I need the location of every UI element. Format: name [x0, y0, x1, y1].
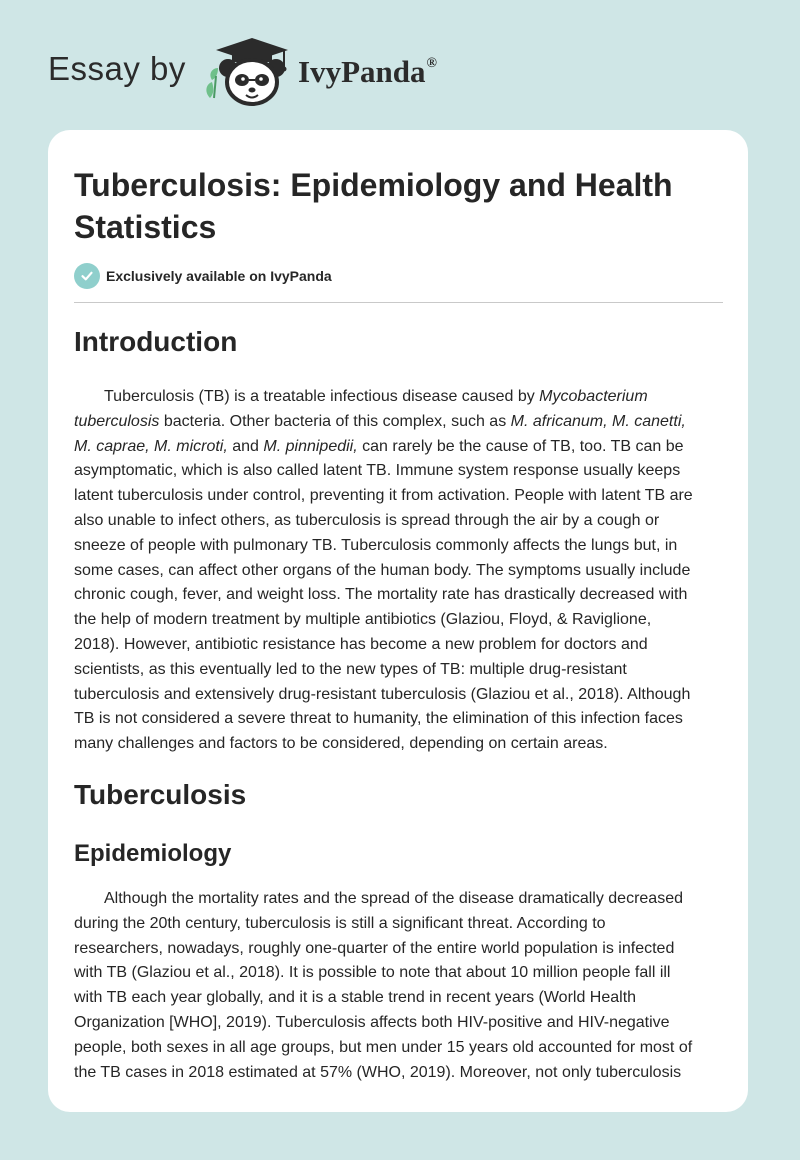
brand-name: IvyPanda® — [298, 54, 437, 89]
text-run: latent tuberculosis under control, preventing it from activation. People with latent TB are — [74, 487, 693, 505]
paragraph-line — [74, 707, 724, 732]
text-run: the TB cases in 2018 estimated at 57% (WHO, 2019). Moreover, not only tuberculosis — [74, 1063, 682, 1081]
paragraph-line — [74, 633, 724, 658]
panda-graduation-cap-logo-icon — [200, 36, 296, 108]
paragraph-line — [74, 559, 724, 584]
text-run: the help of modern treatment by multiple antibiotics (Glaziou, Floyd, & Raviglione, — [74, 611, 652, 629]
essay-title: Tuberculosis: Epidemiology and Health Statistics — [74, 167, 673, 245]
text-run: many challenges and factors to be considered, depending on certain areas. — [74, 735, 608, 753]
paragraph-line — [74, 986, 724, 1011]
epidemiology-paragraph — [74, 887, 724, 1085]
italic-text: Mycobacterium — [539, 388, 648, 405]
essay-by-label: Essay by — [48, 50, 186, 87]
text-run: TB is not considered a severe threat to humanity, the elimination of this infection faces — [74, 710, 683, 728]
text-run: researchers, nowadays, roughly one-quarter of the entire world population is infected — [74, 939, 675, 957]
site-header — [0, 0, 800, 130]
text-run: during the 20th century, tuberculosis is still a significant threat. According to — [74, 914, 606, 932]
paragraph-line — [74, 961, 724, 986]
text-run: 2018). However, antibiotic resistance has become a new problem for doctors and — [74, 635, 648, 653]
paragraph-line — [74, 732, 724, 757]
paragraph-line — [74, 1061, 724, 1086]
paragraph-line — [74, 410, 724, 435]
text-run: can rarely be the cause of TB, too. TB can be — [357, 437, 684, 455]
text-run: chronic cough, fever, and weight loss. The mortality rate has drastically decreased with — [74, 586, 688, 604]
exclusive-badge-label: Exclusively available on IvyPanda — [106, 268, 332, 284]
text-run: Organization [WHO], 2019). Tuberculosis affects both HIV-positive and HIV-negative — [74, 1013, 670, 1031]
text-run: some cases, can affect other organs of the human body. The symptoms usually include — [74, 561, 691, 579]
text-run: Tuberculosis (TB) is a treatable infectious disease caused by — [104, 388, 540, 405]
text-run: asymptomatic, which is also called latent TB. Immune system response usually keeps — [74, 462, 681, 480]
paragraph-line — [74, 385, 724, 410]
italic-text: M. caprae, M. microti, — [74, 437, 228, 455]
text-run: with TB each year globally, and it is a stable trend in recent years (World Health — [74, 989, 637, 1007]
italic-text: tuberculosis — [74, 412, 160, 430]
paragraph-line — [74, 608, 724, 633]
text-run: Although the mortality rates and the spread of the disease dramatically decreased — [104, 890, 683, 907]
paragraph-line — [74, 887, 724, 912]
exclusive-badge — [74, 263, 332, 289]
paragraph-line — [74, 658, 724, 683]
text-run: bacteria. Other bacteria of this complex, such as — [159, 412, 511, 430]
essay-card — [48, 130, 748, 1112]
text-run: people, both sexes in all age groups, but men under 15 years old accounted for most of — [74, 1038, 693, 1056]
paragraph-line — [74, 435, 724, 460]
paragraph-line — [74, 459, 724, 484]
text-run: scientists, as this eventually led to the new types of TB: multiple drug-resistant — [74, 660, 627, 678]
paragraph-line — [74, 912, 724, 937]
title-divider — [74, 302, 723, 303]
paragraph-line — [74, 1036, 724, 1061]
text-run: sneeze of people with pulmonary TB. Tuberculosis commonly affects the lungs but, in — [74, 536, 678, 554]
checkmark-icon — [74, 263, 100, 289]
paragraph-line — [74, 509, 724, 534]
paragraph-line — [74, 683, 724, 708]
introduction-heading: Introduction — [74, 326, 238, 357]
paragraph-line — [74, 484, 724, 509]
epidemiology-heading: Epidemiology — [74, 840, 232, 867]
italic-text: M. pinnipedii, — [263, 437, 358, 455]
paragraph-line — [74, 583, 724, 608]
paragraph-line — [74, 937, 724, 962]
text-run: tuberculosis and extensively drug-resistant tuberculosis (Glaziou et al., 2018). Although — [74, 685, 691, 703]
italic-text: M. africanum, M. canetti, — [510, 412, 686, 430]
text-run: with TB (Glaziou et al., 2018). It is possible to note that about 10 million people fall ill — [74, 964, 671, 982]
tuberculosis-heading: Tuberculosis — [74, 779, 247, 810]
text-run: and — [227, 437, 264, 455]
paragraph-line — [74, 534, 724, 559]
paragraph-line — [74, 1011, 724, 1036]
text-run: also unable to infect others, as tuberculosis is spread through the air by a cough or — [74, 511, 660, 529]
introduction-paragraph — [74, 385, 724, 757]
registered-mark: ® — [426, 56, 437, 71]
